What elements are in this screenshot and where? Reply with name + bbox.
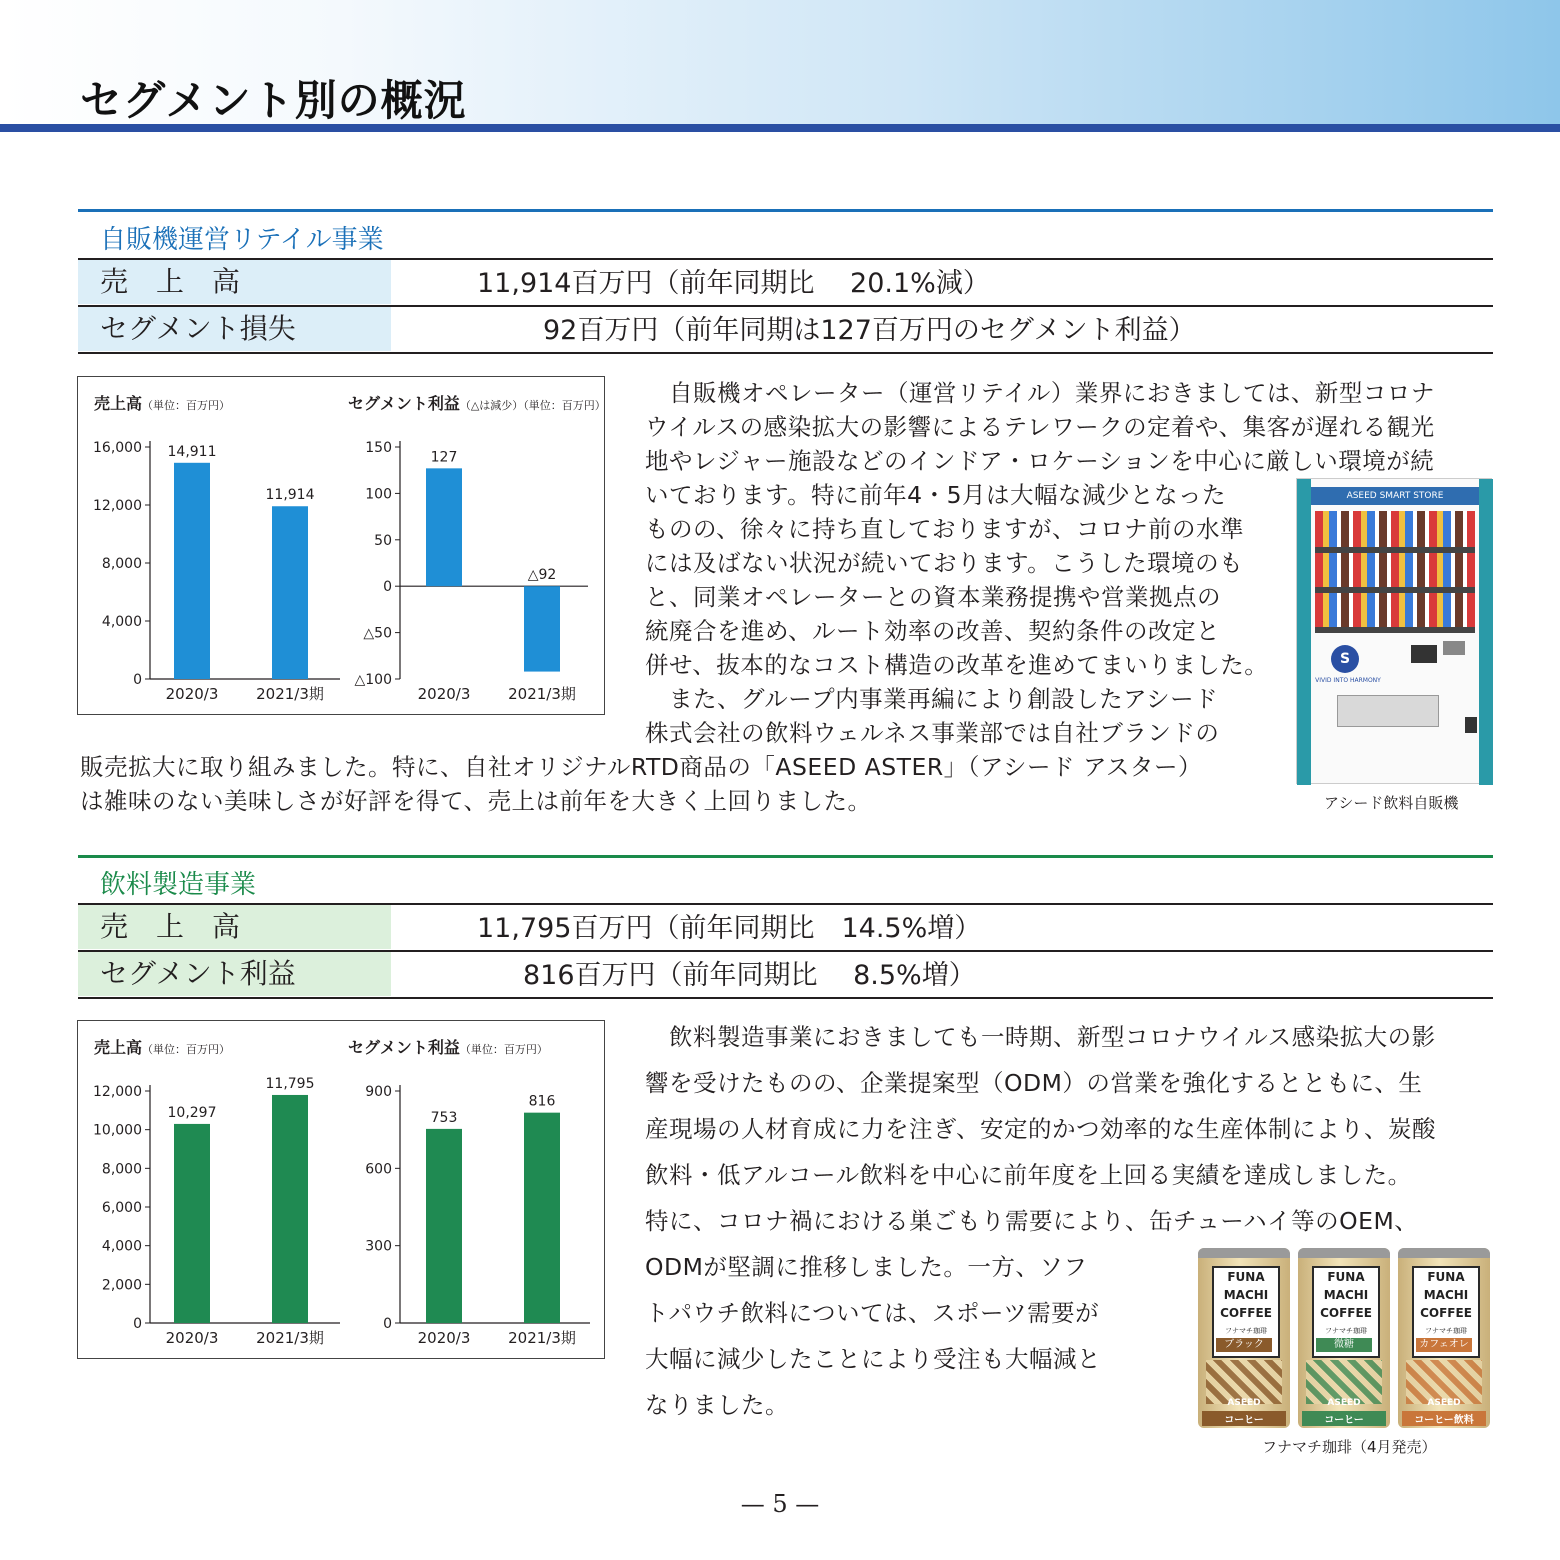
- bar: [426, 1129, 462, 1323]
- bar-value-label: 14,911: [167, 443, 217, 460]
- page-title: セグメント別の概況: [80, 76, 467, 125]
- beverage-table-line-bottom: [78, 997, 1493, 999]
- can-brand-line: FUNA: [1427, 1270, 1465, 1284]
- y-tick-label: 100: [365, 486, 392, 503]
- beverage-profit-label: セグメント利益: [78, 952, 391, 996]
- can-variant: 微糖: [1316, 1338, 1372, 1352]
- can-brand-line: COFFEE: [1420, 1306, 1472, 1320]
- retail-body-line: には及ばない状況が続いております。こうした環境のも: [645, 549, 1244, 577]
- retail-section-title: 自販機運営リテイル事業: [100, 225, 384, 255]
- chart-unit-note: （△は減少）（単位：百万円）: [459, 399, 606, 412]
- x-category-label: 2020/3: [165, 1329, 219, 1347]
- coffee-cans-photo: [1196, 1244, 1494, 1432]
- x-category-label: 2021/3期: [508, 685, 576, 703]
- can-maker: ASEED: [1427, 1398, 1461, 1408]
- bar: [272, 1095, 308, 1323]
- beverage-section-title: 飲料製造事業: [100, 870, 257, 900]
- bar-value-label: 11,795: [265, 1075, 315, 1092]
- x-category-label: 2021/3期: [508, 1329, 576, 1347]
- chart-title-text: セグメント利益: [348, 1038, 460, 1057]
- y-tick-label: 0: [133, 1316, 142, 1332]
- vending-badge-icon: S: [1331, 645, 1359, 673]
- coffee-can-low-sugar: [1298, 1248, 1390, 1428]
- retail-profit-chart: [348, 394, 606, 703]
- y-tick-label: 4,000: [101, 1238, 142, 1255]
- y-tick-label: 16,000: [93, 440, 142, 456]
- coffee-can-black: [1198, 1248, 1290, 1428]
- retail-body-line: と、同業オペレーターとの資本業務提携や営業拠点の: [645, 583, 1221, 611]
- x-category-label: 2020/3: [417, 685, 471, 703]
- beverage-sales-value: 11,795百万円（前年同期比 14.5%増）: [477, 913, 982, 944]
- beverage-charts-svg: [78, 1021, 606, 1360]
- can-variant: ブラック: [1216, 1338, 1272, 1352]
- coffee-caption: フナマチ珈琲（4月発売）: [1262, 1438, 1437, 1456]
- page-number: — 5 —: [740, 1490, 820, 1518]
- y-tick-label: 4,000: [101, 614, 142, 630]
- beverage-body-line: 飲料製造事業におきましても一時期、新型コロナウイルス感染拡大の影: [645, 1023, 1436, 1051]
- bar: [174, 463, 210, 679]
- y-tick-label: 10,000: [93, 1122, 142, 1139]
- can-brand-line: FUNA: [1227, 1270, 1265, 1284]
- y-tick-label: 6,000: [101, 1200, 142, 1216]
- y-tick-label: 50: [374, 532, 392, 549]
- retail-body-line: ものの、徐々に持ち直しておりますが、コロナ前の水準: [645, 515, 1245, 543]
- can-lid: [1198, 1248, 1290, 1258]
- beverage-body-line: ODMが堅調に推移しました。一方、ソフ: [645, 1253, 1088, 1281]
- vending-sign-text: VIVID INTO HARMONY: [1315, 677, 1381, 684]
- y-tick-label: 2,000: [101, 1277, 142, 1294]
- bar-value-label: 11,914: [265, 487, 315, 504]
- retail-body-line: 併せ、抜本的なコスト構造の改革を進めてまいりました。: [645, 651, 1269, 679]
- y-tick-label: 0: [133, 672, 142, 688]
- beverage-sales-label: 売 上 高: [78, 905, 391, 949]
- vending-store-label: ASEED SMART STORE: [1311, 487, 1479, 505]
- beverage-sales-chart: [93, 1038, 340, 1347]
- retail-charts-svg: [78, 377, 606, 716]
- can-jp-name: フナマチ珈琲: [1225, 1327, 1267, 1335]
- x-category-label: 2021/3期: [256, 1329, 324, 1347]
- vending-dispenser: [1337, 695, 1439, 727]
- bar-value-label: 753: [430, 1109, 458, 1126]
- retail-body-line: 販売拡大に取り組みました。特に、自社オリジナルRTD商品の「ASEED ASTER」（アシード アスター）: [80, 753, 1203, 781]
- can-lid: [1298, 1248, 1390, 1258]
- y-tick-label: △50: [363, 625, 392, 642]
- bar: [524, 1113, 560, 1323]
- can-kind: コーヒー: [1302, 1411, 1386, 1426]
- beverage-body-line: 響を受けたものの、企業提案型（ODM）の営業を強化するとともに、生: [645, 1069, 1423, 1097]
- chart-unit-note: （単位：百万円）: [142, 399, 231, 412]
- retail-chart-box: [77, 376, 605, 715]
- retail-loss-label: セグメント損失: [78, 307, 391, 351]
- vending-coin-slot: [1411, 645, 1437, 663]
- can-variant: カフェオレ: [1416, 1338, 1472, 1352]
- beverage-body-line: 飲料・低アルコール飲料を中心に前年度を上回る実績を達成しました。: [645, 1161, 1412, 1189]
- bar-value-label: 10,297: [167, 1104, 217, 1121]
- can-maker: ASEED: [1327, 1398, 1361, 1408]
- chart-unit-note: （単位：百万円）: [142, 1043, 231, 1056]
- retail-table-line-bottom: [78, 352, 1493, 354]
- chart-unit-note: （単位：百万円）: [459, 1043, 548, 1056]
- beverage-section-rule: [78, 855, 1493, 858]
- y-tick-label: 600: [365, 1161, 392, 1178]
- can-brand-line: MACHI: [1223, 1288, 1269, 1302]
- can-maker: ASEED: [1227, 1398, 1261, 1408]
- can-lid: [1398, 1248, 1490, 1258]
- retail-body-line: 株式会社の飲料ウェルネス事業部では自社ブランドの: [645, 719, 1220, 747]
- vending-machine-photo: [1296, 478, 1492, 784]
- can-brand-line: FUNA: [1327, 1270, 1365, 1284]
- y-tick-label: 12,000: [93, 498, 142, 514]
- y-tick-label: 150: [365, 440, 392, 456]
- vending-caption: アシード飲料自販機: [1324, 794, 1459, 812]
- y-tick-label: 0: [383, 579, 392, 596]
- bar-value-label: 127: [430, 449, 458, 466]
- chart-title-text: セグメント利益: [348, 394, 460, 413]
- retail-sales-chart: [93, 394, 340, 703]
- beverage-profit-chart: [348, 1038, 590, 1347]
- y-tick-label: 12,000: [93, 1084, 142, 1100]
- retail-body-line: 統廃合を進め、ルート効率の改善、契約条件の改定と: [645, 617, 1221, 645]
- can-jp-name: フナマチ珈琲: [1425, 1327, 1467, 1335]
- retail-sales-label: 売 上 高: [78, 260, 391, 304]
- retail-sales-value: 11,914百万円（前年同期比 20.1%減）: [477, 268, 990, 299]
- chart-title: [94, 394, 230, 413]
- y-tick-label: 8,000: [101, 556, 142, 572]
- can-kind: コーヒー飲料: [1402, 1411, 1486, 1426]
- can-brand-line: MACHI: [1423, 1288, 1469, 1302]
- y-tick-label: 0: [383, 1316, 392, 1332]
- retail-body-line: は雑味のない美味しさが好評を得て、売上は前年を大きく上回りました。: [80, 787, 872, 815]
- can-kind: コーヒー: [1202, 1411, 1286, 1426]
- x-category-label: 2020/3: [417, 1329, 471, 1347]
- beverage-body-line: 産現場の人材育成に力を注ぎ、安定的かつ効率的な生産体制により、炭酸: [645, 1115, 1437, 1143]
- coffee-can-cafe-au-lait: [1398, 1248, 1490, 1428]
- bar-value-label: 816: [528, 1093, 556, 1110]
- beverage-profit-value: 816百万円（前年同期比 8.5%増）: [523, 960, 976, 991]
- bar: [174, 1124, 210, 1323]
- retail-section-rule: [78, 209, 1493, 212]
- can-brand-line: MACHI: [1323, 1288, 1369, 1302]
- y-tick-label: 300: [365, 1238, 392, 1255]
- beverage-body-line: 特に、コロナ禍における巣ごもり需要により、缶チューハイ等のOEM、: [645, 1207, 1419, 1235]
- bar: [524, 586, 560, 671]
- retail-body-line: また、グループ内事業再編により創設したアシード: [645, 685, 1219, 713]
- can-brand-line: COFFEE: [1220, 1306, 1272, 1320]
- bar-value-label: △92: [527, 567, 557, 584]
- y-tick-label: 8,000: [101, 1161, 142, 1178]
- retail-body-line: ウイルスの感染拡大の影響によるテレワークの定着や、集客が遅れる観光: [645, 413, 1435, 441]
- chart-title-text: 売上高: [94, 1038, 143, 1057]
- retail-body-line: 自販機オペレーター（運営リテイル）業界におきましては、新型コロナ: [645, 379, 1435, 407]
- retail-loss-value: 92百万円（前年同期は127百万円のセグメント利益）: [543, 315, 1196, 346]
- x-category-label: 2021/3期: [256, 685, 324, 703]
- chart-title: [94, 1038, 230, 1057]
- retail-body-line: 地やレジャー施設などのインドア・ロケーションを中心に厳しい環境が続: [645, 447, 1435, 475]
- beverage-body-line: トパウチ飲料については、スポーツ需要が: [645, 1299, 1100, 1327]
- y-tick-label: △100: [354, 672, 392, 688]
- x-category-label: 2020/3: [165, 685, 219, 703]
- bar: [426, 468, 462, 586]
- vending-product-display: [1315, 511, 1475, 631]
- chart-title: [348, 1038, 548, 1057]
- y-tick-label: 900: [365, 1084, 392, 1100]
- beverage-body-line: 大幅に減少したことにより受注も大幅減と: [645, 1345, 1101, 1373]
- retail-body-line: いております。特に前年4・5月は大幅な減少となった: [645, 481, 1227, 509]
- bar: [272, 506, 308, 679]
- beverage-chart-box: [77, 1020, 605, 1359]
- can-brand-line: COFFEE: [1320, 1306, 1372, 1320]
- chart-title-text: 売上高: [94, 394, 143, 413]
- chart-title: [348, 394, 606, 413]
- can-jp-name: フナマチ珈琲: [1325, 1327, 1367, 1335]
- beverage-body-line: なりました。: [645, 1391, 789, 1419]
